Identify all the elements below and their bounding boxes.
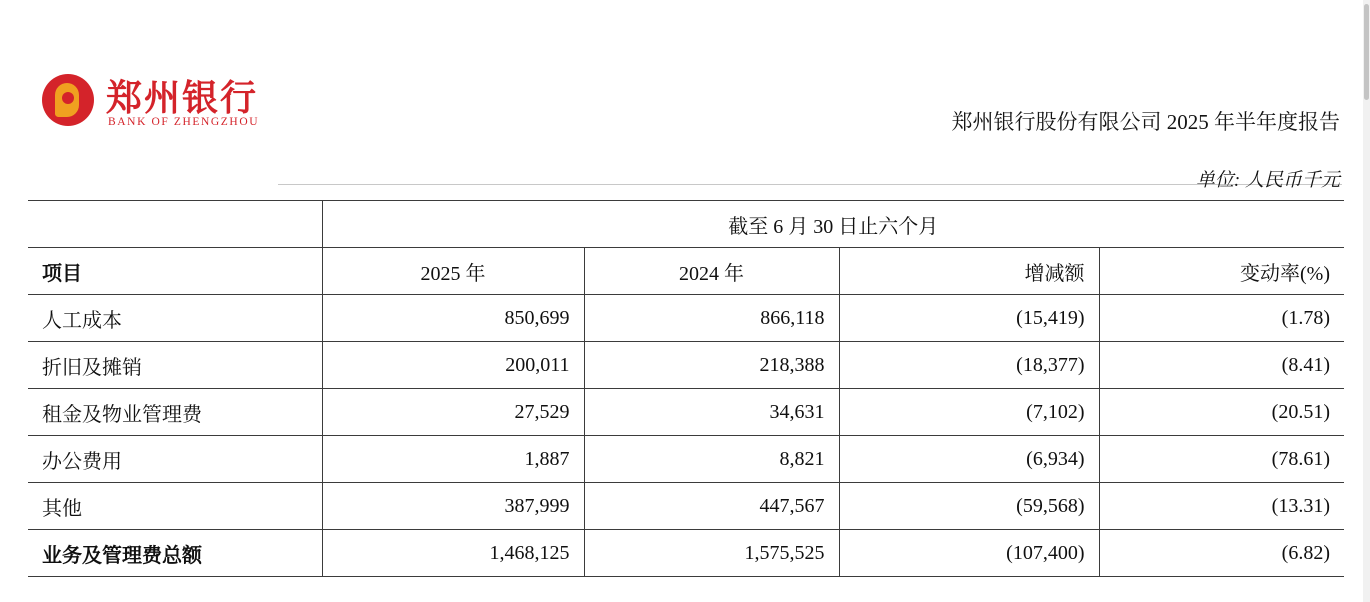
table-total-row — [28, 530, 1344, 577]
header-divider — [278, 184, 1342, 185]
financial-table — [28, 200, 1344, 577]
cell-2025: 850,699 — [322, 295, 584, 342]
total-2024: 1,575,525 — [584, 530, 839, 577]
column-header-change: 增减额 — [839, 248, 1099, 295]
cell-2025: 200,011 — [322, 342, 584, 389]
document-header — [0, 56, 1370, 142]
table-corner-cell — [28, 201, 322, 248]
table-group-header: 截至 6 月 30 日止六个月 — [322, 201, 1344, 248]
bank-name-cn: 郑州银行 — [106, 78, 259, 119]
financial-table-wrapper — [28, 200, 1344, 577]
table-header-row — [28, 248, 1344, 295]
table-row — [28, 436, 1344, 483]
cell-change: (18,377) — [839, 342, 1099, 389]
table-row — [28, 483, 1344, 530]
column-header-rate: 变动率(%) — [1099, 248, 1344, 295]
table-row — [28, 389, 1344, 436]
total-change: (107,400) — [839, 530, 1099, 577]
row-label: 租金及物业管理费 — [28, 389, 322, 436]
column-header-2025: 2025 年 — [322, 248, 584, 295]
cell-change: (7,102) — [839, 389, 1099, 436]
unit-note: 单位: 人民币千元 — [1195, 170, 1340, 191]
cell-2024: 8,821 — [584, 436, 839, 483]
column-header-item: 项目 — [28, 248, 322, 295]
page-scrollbar[interactable] — [1363, 0, 1370, 602]
table-row — [28, 295, 1344, 342]
row-label: 办公费用 — [28, 436, 322, 483]
bank-name-en: BANK OF ZHENGZHOU — [108, 116, 260, 128]
cell-rate: (8.41) — [1099, 342, 1344, 389]
cell-change: (6,934) — [839, 436, 1099, 483]
cell-2025: 387,999 — [322, 483, 584, 530]
row-label: 折旧及摊销 — [28, 342, 322, 389]
row-label: 其他 — [28, 483, 322, 530]
cell-2024: 866,118 — [584, 295, 839, 342]
cell-2024: 218,388 — [584, 342, 839, 389]
cell-rate: (20.51) — [1099, 389, 1344, 436]
cell-rate: (13.31) — [1099, 483, 1344, 530]
bank-logo-icon — [42, 74, 94, 126]
total-rate: (6.82) — [1099, 530, 1344, 577]
cell-2025: 1,887 — [322, 436, 584, 483]
total-label: 业务及管理费总额 — [28, 530, 322, 577]
page-scrollbar-thumb[interactable] — [1364, 4, 1369, 100]
table-group-header-row — [28, 201, 1344, 248]
cell-rate: (1.78) — [1099, 295, 1344, 342]
cell-change: (59,568) — [839, 483, 1099, 530]
report-title: 郑州银行股份有限公司 2025 年半年度报告 — [951, 110, 1340, 134]
cell-2025: 27,529 — [322, 389, 584, 436]
cell-2024: 447,567 — [584, 483, 839, 530]
cell-rate: (78.61) — [1099, 436, 1344, 483]
table-row — [28, 342, 1344, 389]
row-label: 人工成本 — [28, 295, 322, 342]
cell-change: (15,419) — [839, 295, 1099, 342]
column-header-2024: 2024 年 — [584, 248, 839, 295]
total-2025: 1,468,125 — [322, 530, 584, 577]
bank-logo — [42, 66, 302, 140]
cell-2024: 34,631 — [584, 389, 839, 436]
